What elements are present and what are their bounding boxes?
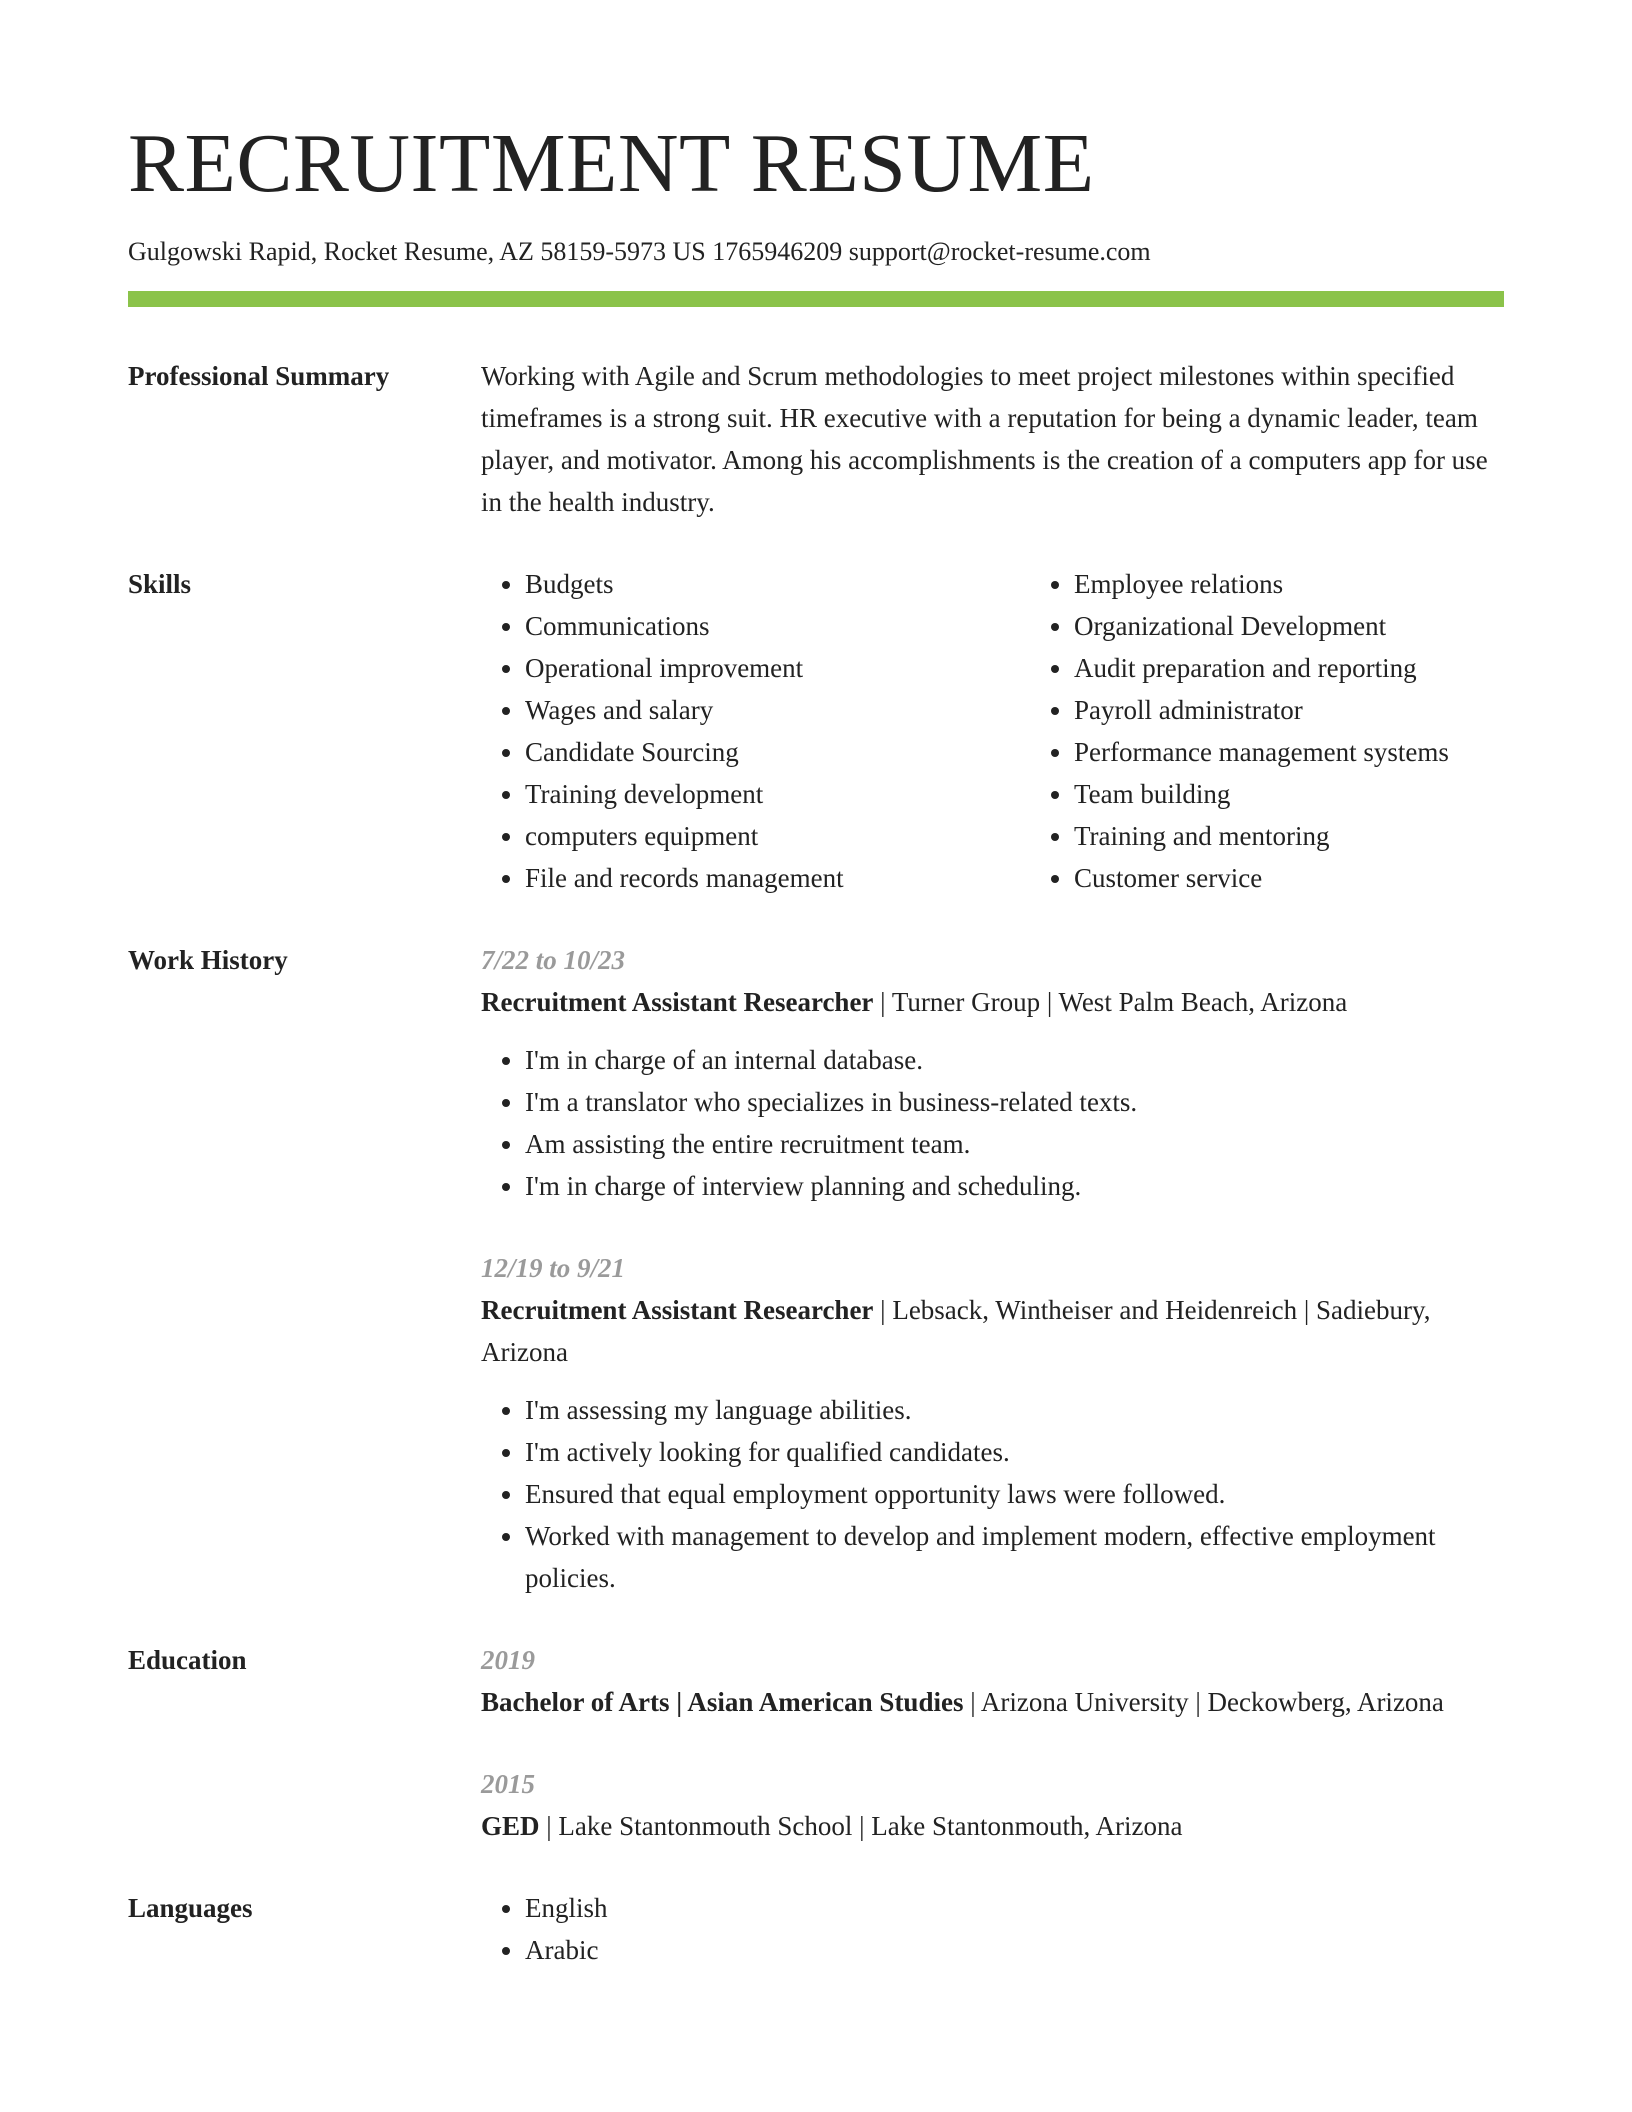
skill-item: • Wages and salary xyxy=(525,689,1030,731)
job-title: Recruitment Assistant Researcher xyxy=(481,986,874,1017)
skill-item: • Employee relations xyxy=(1074,563,1449,605)
education-entry xyxy=(481,1763,1504,1847)
summary-body xyxy=(481,355,1504,523)
summary-section xyxy=(128,355,1504,523)
job-bullet: • I'm actively looking for qualified candidates. xyxy=(525,1431,1504,1473)
job-title: Recruitment Assistant Researcher xyxy=(481,1294,874,1325)
skill-item: • Payroll administrator xyxy=(1074,689,1449,731)
skill-item: • Candidate Sourcing xyxy=(525,731,1030,773)
job-bullets xyxy=(481,1389,1504,1599)
skills-label: Skills xyxy=(128,568,192,599)
job-details: | Turner Group | West Palm Beach, Arizona xyxy=(873,986,1348,1017)
work-history-body xyxy=(481,939,1504,1599)
skill-item: • Budgets xyxy=(525,563,1030,605)
education-line xyxy=(481,1805,1504,1847)
education-degree: GED xyxy=(481,1810,540,1841)
job-dates: 12/19 to 9/21 xyxy=(481,1252,626,1283)
skill-item: • Organizational Development xyxy=(1074,605,1449,647)
job-bullets xyxy=(481,1039,1504,1207)
education-details: | Arizona University | Deckowberg, Arizona xyxy=(963,1686,1444,1717)
education-label: Education xyxy=(128,1644,247,1675)
education-year: 2019 xyxy=(481,1644,535,1675)
language-item: • English xyxy=(525,1887,1504,1929)
skill-item: • Team building xyxy=(1074,773,1449,815)
languages-list xyxy=(481,1887,1504,1971)
skill-item: • Training development xyxy=(525,773,1030,815)
work-history-section xyxy=(128,939,1504,1599)
job-bullet: • Worked with management to develop and implement modern, effective employment policies. xyxy=(525,1515,1504,1599)
skills-list-right xyxy=(1030,563,1449,899)
job-bullet: • Ensured that equal employment opportunity laws were followed. xyxy=(525,1473,1504,1515)
job-bullet: • I'm in charge of interview planning and scheduling. xyxy=(525,1165,1504,1207)
job-dates: 7/22 to 10/23 xyxy=(481,944,626,975)
skill-item: • computers equipment xyxy=(525,815,1030,857)
skill-item: • Performance management systems xyxy=(1074,731,1449,773)
education-section xyxy=(128,1639,1504,1847)
job-entry xyxy=(481,939,1504,1207)
languages-label: Languages xyxy=(128,1892,253,1923)
resume-title: RECRUITMENT RESUME xyxy=(128,117,1095,210)
summary-label: Professional Summary xyxy=(128,360,390,391)
job-role-line xyxy=(481,981,1504,1023)
education-body xyxy=(481,1639,1504,1847)
languages-body xyxy=(481,1887,1504,1971)
education-line xyxy=(481,1681,1504,1723)
skill-item: • Communications xyxy=(525,605,1030,647)
summary-text: Working with Agile and Scrum methodologies to meet project milestones within specified timeframes is a strong suit. HR executive with a reputation for being a dynamic leader, team player, and motivator. Among his accomplishments is the creation of a computers app for use in the health industry. xyxy=(481,360,1488,517)
contact-line: Gulgowski Rapid, Rocket Resume, AZ 58159-5973 US 1765946209 support@rocket-resume.com xyxy=(128,237,1151,267)
language-item: • Arabic xyxy=(525,1929,1504,1971)
accent-divider xyxy=(128,291,1504,307)
work-history-label: Work History xyxy=(128,944,288,975)
job-role-line xyxy=(481,1289,1504,1373)
skill-item: • Audit preparation and reporting xyxy=(1074,647,1449,689)
skills-section xyxy=(128,563,1504,899)
languages-section xyxy=(128,1887,1504,1971)
skill-item: • File and records management xyxy=(525,857,1030,899)
job-bullet: • I'm assessing my language abilities. xyxy=(525,1389,1504,1431)
job-details: | Lebsack, Wintheiser and Heidenreich | Sadiebury, Arizona xyxy=(481,1294,1431,1367)
skills-body xyxy=(481,563,1504,899)
job-bullet: • I'm in charge of an internal database. xyxy=(525,1039,1504,1081)
skills-list-left xyxy=(481,563,1030,899)
job-bullet: • I'm a translator who specializes in business-related texts. xyxy=(525,1081,1504,1123)
skill-item: • Customer service xyxy=(1074,857,1449,899)
skill-item: • Training and mentoring xyxy=(1074,815,1449,857)
skill-item: • Operational improvement xyxy=(525,647,1030,689)
education-entry xyxy=(481,1639,1504,1723)
job-entry xyxy=(481,1247,1504,1599)
education-degree: Bachelor of Arts | Asian American Studies xyxy=(481,1686,964,1717)
job-bullet: • Am assisting the entire recruitment team. xyxy=(525,1123,1504,1165)
education-year: 2015 xyxy=(481,1768,535,1799)
education-details: | Lake Stantonmouth School | Lake Stantonmouth, Arizona xyxy=(539,1810,1183,1841)
